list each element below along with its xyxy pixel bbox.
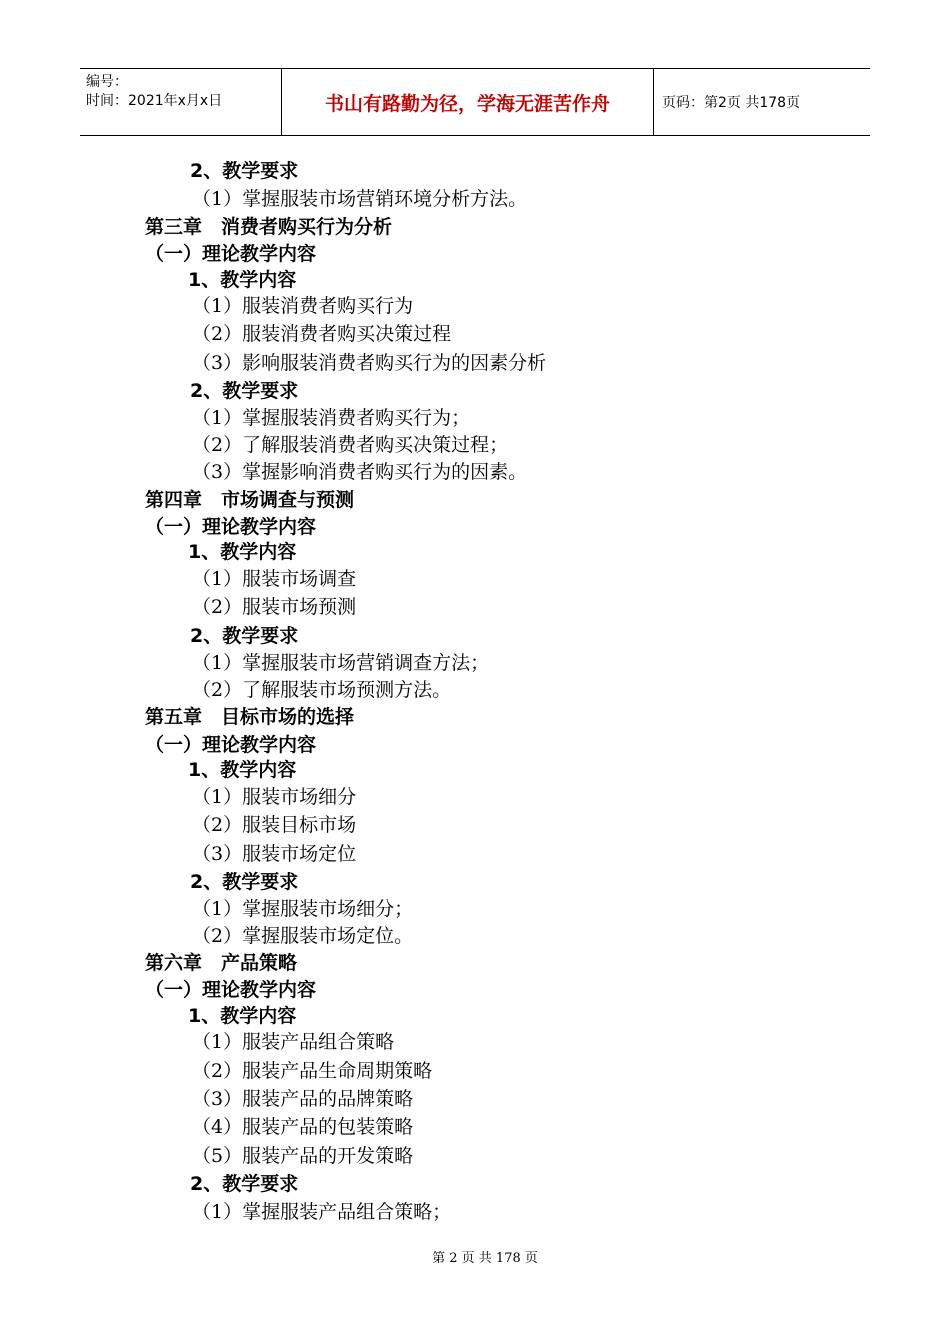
page-header: [80, 68, 870, 136]
list-item: （2）了解服装消费者购买决策过程；: [192, 434, 509, 456]
list-item: （1）掌握服装市场细分；: [192, 898, 414, 920]
list-item: （1）掌握服装消费者购买行为；: [192, 407, 471, 429]
list-item: （2）服装市场预测: [192, 596, 357, 618]
heading-content: 1、教学内容: [188, 759, 297, 781]
heading-requirements: 2、教学要求: [190, 1173, 299, 1195]
heading-requirements: 2、教学要求: [190, 160, 299, 182]
number-label: 编号：: [86, 74, 128, 90]
chapter-heading: 第三章 消费者购买行为分析: [145, 216, 393, 238]
list-item: （2）了解服装市场预测方法。: [192, 679, 452, 701]
list-item: （2）服装消费者购买决策过程: [192, 323, 452, 345]
page-footer: 第 2 页 共 178 页: [432, 1251, 538, 1266]
list-item: （1）服装市场调查: [192, 568, 357, 590]
list-item: （1）服装产品组合策略: [192, 1031, 395, 1053]
chapter-heading: 第六章 产品策略: [145, 952, 298, 974]
list-item: （3）服装产品的品牌策略: [192, 1088, 414, 1110]
heading-requirements: 2、教学要求: [190, 625, 299, 647]
section-heading: （一）理论教学内容: [145, 979, 317, 1001]
header-motto: 书山有路勤为径，学海无涯苦作舟: [282, 69, 654, 135]
header-page-info: 页码：第2页 共178页: [662, 95, 801, 111]
date-label: 时间：2021年x月x日: [86, 93, 223, 109]
list-item: （5）服装产品的开发策略: [192, 1145, 414, 1167]
list-item: （3）影响服装消费者购买行为的因素分析: [192, 352, 547, 374]
list-item: （1）掌握服装市场营销环境分析方法。: [192, 188, 528, 210]
list-item: （3）掌握影响消费者购买行为的因素。: [192, 461, 528, 483]
chapter-heading: 第五章 目标市场的选择: [145, 706, 355, 728]
section-heading: （一）理论教学内容: [145, 516, 317, 538]
list-item: （2）服装目标市场: [192, 814, 357, 836]
list-item: （1）服装消费者购买行为: [192, 295, 414, 317]
list-item: （3）服装市场定位: [192, 843, 357, 865]
list-item: （1）掌握服装市场营销调查方法；: [192, 652, 490, 674]
section-heading: （一）理论教学内容: [145, 243, 317, 265]
heading-requirements: 2、教学要求: [190, 380, 299, 402]
heading-content: 1、教学内容: [188, 1005, 297, 1027]
section-heading: （一）理论教学内容: [145, 734, 317, 756]
list-item: （2）服装产品生命周期策略: [192, 1060, 433, 1082]
heading-content: 1、教学内容: [188, 269, 297, 291]
list-item: （1）掌握服装产品组合策略；: [192, 1201, 452, 1223]
list-item: （4）服装产品的包装策略: [192, 1116, 414, 1138]
list-item: （2）掌握服装市场定位。: [192, 925, 414, 947]
chapter-heading: 第四章 市场调查与预测: [145, 489, 355, 511]
heading-content: 1、教学内容: [188, 541, 297, 563]
list-item: （1）服装市场细分: [192, 786, 357, 808]
header-meta: [80, 69, 282, 135]
heading-requirements: 2、教学要求: [190, 871, 299, 893]
